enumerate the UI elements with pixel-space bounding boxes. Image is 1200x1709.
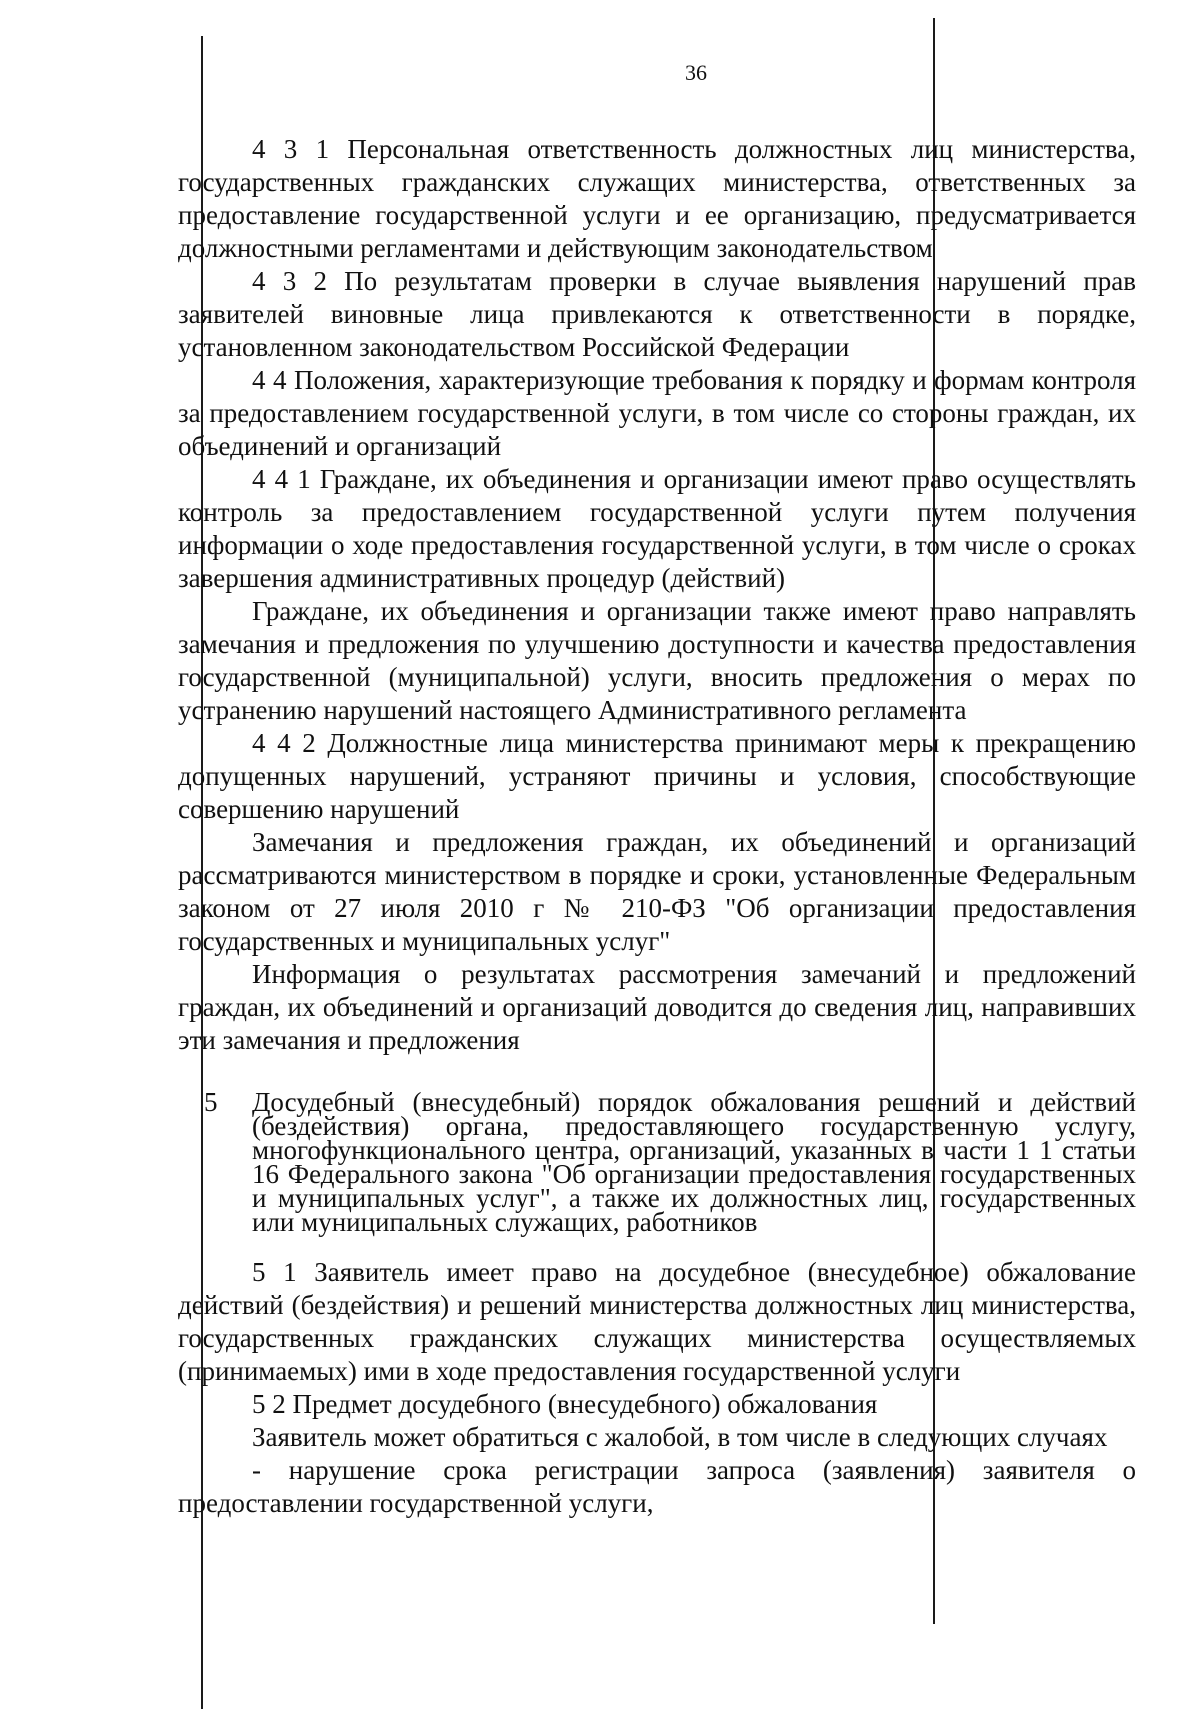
paragraph-4-3-1: 4 3 1 Персональная ответственность должностных лиц министерства, государственных гражданских служащих министерства, ответственных за предоставление государственной услуги и ее организацию, предусматривается должностными регламентами и действующим законодательством: [178, 134, 1136, 263]
section-title: Досудебный (внесудебный) порядок обжалования решений и действий (бездействия) органа, предоставляющего государственную услугу, многофункционального центра, организаций, указанных в части 1 1 статьи 16 Федерального закона "Об организации предоставления государственных и муниципальных услуг", а также их должностных лиц, государственных или муниципальных служащих, работников: [252, 1087, 1136, 1237]
control-section-text: [178, 133, 1136, 1057]
paragraph-4-4: 4 4 Положения, характеризующие требования к порядку и формам контроля за предоставлением государственной услуги, в том числе со стороны граждан, их объединений и организаций: [178, 365, 1136, 461]
paragraph-5-1: 5 1 Заявитель имеет право на досудебное (внесудебное) обжалование действий (бездействия) и решений министерства должностных лиц министерства, государственных гражданских служащих министерства осуществляемых (принимаемых) ими в ходе предоставления государственной услуги: [178, 1257, 1136, 1386]
section-5-heading: [178, 1087, 1136, 1237]
paragraph-complaint-cases: Заявитель может обратиться с жалобой, в том числе в следующих случаях: [252, 1422, 1108, 1452]
appeal-section-text: [178, 1256, 1136, 1520]
paragraph-results-info: Информация о результатах рассмотрения замечаний и предложений граждан, их объединений и организаций доводится до сведения лиц, направивших эти замечания и предложения: [178, 959, 1136, 1055]
paragraph-5-2: 5 2 Предмет досудебного (внесудебного) обжалования: [252, 1389, 878, 1419]
paragraph-4-4-2: 4 4 2 Должностные лица министерства принимают меры к прекращению допущенных нарушений, устраняют причины и условия, способствующие совершению нарушений: [178, 728, 1136, 824]
paragraph-violation-item: - нарушение срока регистрации запроса (заявления) заявителя о предоставлении государственной услуги,: [178, 1455, 1136, 1518]
page-number: 36: [685, 60, 707, 85]
paragraph-4-3-2: 4 3 2 По результатам проверки в случае выявления нарушений прав заявителей виновные лица привлекаются к ответственности в порядке, установленном законодательством Российской Федерации: [178, 266, 1136, 362]
paragraph-4-4-1: 4 4 1 Граждане, их объединения и организации имеют право осуществлять контроль за предоставлением государственной услуги путем получения информации о ходе предоставления государственной услуги, в том числе о сроках завершения административных процедур (действий): [178, 464, 1136, 593]
section-number: 5: [204, 1087, 218, 1117]
paragraph-remarks-review: Замечания и предложения граждан, их объединений и организаций рассматриваются министерством в порядке и сроки, установленные Федеральным законом от 27 июля 2010 г № 210-ФЗ "Об организации предоставления государственных и муниципальных услуг": [178, 827, 1136, 956]
paragraph-citizens-rights: Граждане, их объединения и организации также имеют право направлять замечания и предложения по улучшению доступности и качества предоставления государственной (муниципальной) услуги, вносить предложения о мерах по устранению нарушений настоящего Административного регламента: [178, 596, 1136, 725]
